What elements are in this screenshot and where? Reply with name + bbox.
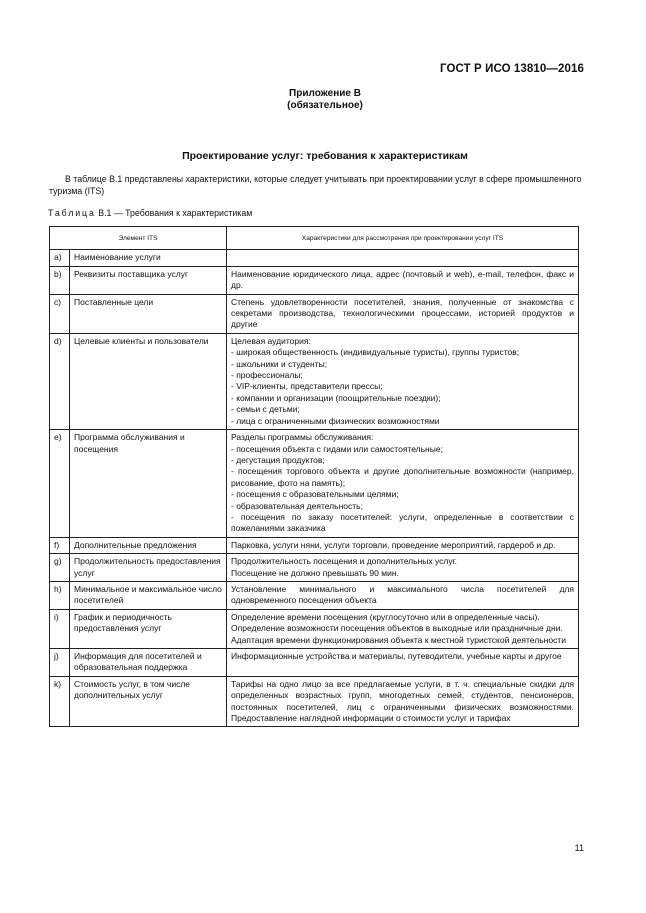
appendix-title: Приложение В — [289, 88, 361, 99]
characteristic-line: Наименование юридического лица, адрес (почтовый и web), e-mail, телефон, факс и др. — [231, 268, 574, 291]
row-index: c) — [50, 294, 70, 333]
table-row — [50, 676, 579, 727]
intro-paragraph — [49, 173, 583, 197]
row-index: h) — [50, 581, 70, 609]
characteristic-line: - лица с ограниченными физических возможностями — [231, 415, 440, 426]
table-row — [50, 581, 579, 609]
header-characteristics: Характеристики для рассмотрения при проектировании услуг ITS — [227, 227, 579, 250]
characteristic-line: Определение времени посещения (круглосуточно или в определенные часы). — [231, 611, 540, 622]
row-index: i) — [50, 609, 70, 648]
characteristic-line: Посещение не должно превышать 90 мин. — [231, 567, 399, 578]
requirements-table — [49, 226, 579, 727]
characteristic-line: - VIP-клиенты, представители прессы; — [231, 381, 383, 392]
table-row — [50, 294, 579, 333]
row-index: g) — [50, 554, 70, 582]
characteristic-line: Продолжительность посещения и дополнительных услуг. — [231, 556, 458, 567]
standard-designation: ГОСТ Р ИСО 13810—2016 — [439, 63, 584, 75]
characteristic-line: Целевая аудитория: — [231, 335, 311, 346]
row-index: b) — [50, 266, 70, 294]
row-index: e) — [50, 430, 70, 538]
characteristic-line: - посещения с образовательными целями; — [231, 489, 399, 500]
characteristic-line: - посещения по заказу посетителей: услуги, определенные в соответствии с пожеланиями заказчика — [231, 511, 574, 534]
characteristic-line: - школьники и студенты; — [231, 358, 328, 369]
row-element: Целевые клиенты и пользователи — [70, 333, 227, 429]
row-element: Программа обслуживания и посещения — [70, 430, 227, 538]
row-characteristics — [227, 554, 579, 582]
characteristic-line: Степень удовлетворенности посетителей, знания, полученные от знакомства с секретами производства, технологическими процессами, историей продуктов и другие — [231, 296, 574, 330]
row-element: Стоимость услуг, в том числе дополнительных услуг — [70, 676, 227, 727]
row-characteristics — [227, 333, 579, 429]
table-row — [50, 250, 579, 266]
characteristic-line: Разделы программы обслуживания: — [231, 432, 374, 443]
row-characteristics — [227, 250, 579, 266]
table-caption — [48, 207, 252, 219]
table-caption-number: В.1 — — [98, 208, 123, 218]
characteristic-line: Адаптация времени функционирования объекта к местной туристской деятельности — [231, 634, 566, 645]
characteristic-line: Определение возможности посещения объектов в выходные или праздничные дни. — [231, 623, 563, 634]
row-index: d) — [50, 333, 70, 429]
row-characteristics — [227, 294, 579, 333]
section-heading: Проектирование услуг: требования к характеристикам — [182, 150, 468, 162]
appendix-note: (обязательное) — [287, 100, 363, 111]
characteristic-line: - посещения торгового объекта и другие дополнительные возможности (например, рисование, фото на память); — [231, 466, 574, 488]
row-characteristics — [227, 581, 579, 609]
row-element: Реквизиты поставщика услуг — [70, 266, 227, 294]
row-index: f) — [50, 537, 70, 553]
table-caption-word: Таблица — [48, 208, 96, 218]
appendix-header — [0, 88, 646, 112]
header-element: Элемент ITS — [50, 227, 227, 250]
characteristic-line: Информационные устройства и материалы, путеводители, учебные карты и другое — [231, 651, 562, 661]
row-characteristics — [227, 649, 579, 677]
characteristic-line: Парковка, услуги няни, услуги торговли, проведение мероприятий, гардероб и др. — [231, 539, 556, 550]
row-element: Поставленные цели — [70, 294, 227, 333]
table-body — [50, 250, 579, 727]
row-element: Продолжительность предоставления услуг — [70, 554, 227, 582]
characteristic-line: - дегустация продуктов; — [231, 454, 325, 465]
characteristic-line: - широкая общественность (индивидуальные туристы), группы туристов; — [231, 347, 520, 358]
characteristic-line: Установление минимального и максимального числа посетителей для одновременного посещения объекта — [231, 583, 574, 606]
row-characteristics — [227, 537, 579, 553]
row-element: Минимальное и максимальное число посетителей — [70, 581, 227, 609]
table-header-row — [50, 227, 579, 250]
row-index: k) — [50, 676, 70, 727]
characteristic-line: - семьи с детьми; — [231, 404, 300, 415]
row-index: j) — [50, 649, 70, 677]
characteristic-line: - компании и организации (поощрительные поездки); — [231, 392, 441, 403]
row-characteristics — [227, 609, 579, 648]
table-row — [50, 333, 579, 429]
row-characteristics — [227, 266, 579, 294]
row-element: Наименование услуги — [70, 250, 227, 266]
table-row — [50, 554, 579, 582]
row-index: a) — [50, 250, 70, 266]
row-element: Информация для посетителей и образовательная поддержка — [70, 649, 227, 677]
table-row — [50, 537, 579, 553]
characteristic-line: - профессионалы; — [231, 370, 303, 381]
page-number: 11 — [574, 843, 584, 853]
table-caption-title: Требования к характеристикам — [125, 208, 253, 218]
row-element: Дополнительные предложения — [70, 537, 227, 553]
table-row — [50, 649, 579, 677]
characteristic-line — [231, 252, 574, 263]
characteristic-line: Тарифы на одно лицо за все предлагаемые услуги, в т. ч. специальные скидки для определенных возрастных групп, многодетных семей, студентов, пенсионеров, постоянных посетителей, лиц с ограниченными физических возможностями. Предоставление наглядной информации о стоимости услуг и тарифах — [231, 678, 574, 724]
row-characteristics — [227, 430, 579, 538]
table-row — [50, 609, 579, 648]
table-row — [50, 266, 579, 294]
table-row — [50, 430, 579, 538]
row-element: График и периодичность предоставления услуг — [70, 609, 227, 648]
intro-text: В таблице В.1 представлены характеристики, которые следует учитывать при проектировании услуг в сфере промышленного туризма (ITS) — [49, 174, 582, 196]
row-characteristics — [227, 676, 579, 727]
characteristic-line: - образовательная деятельность; — [231, 500, 363, 511]
characteristic-line: - посещения объекта с гидами или самостоятельные; — [231, 443, 443, 454]
